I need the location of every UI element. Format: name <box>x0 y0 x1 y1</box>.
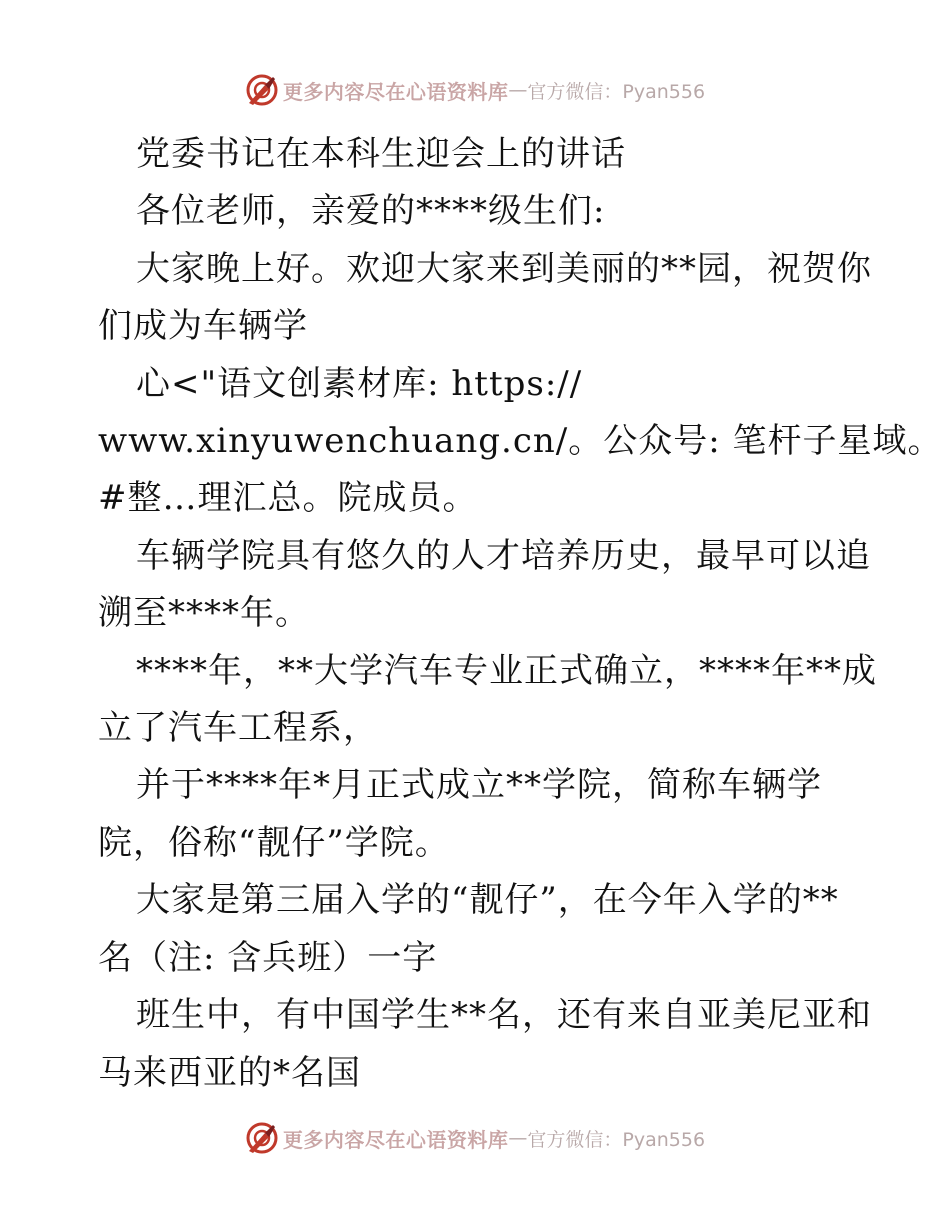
paragraph-line: 大家是第三届入学的“靓仔”，在今年入学的** <box>136 880 839 921</box>
paragraph-line: 溯至****年。 <box>98 593 310 634</box>
paragraph-line: #整…理汇总。院成员。 <box>98 478 478 519</box>
header-watermark-banner <box>0 72 950 108</box>
footer-watermark-banner <box>0 1120 950 1156</box>
paragraph-line: 们成为车辆学 <box>98 306 308 347</box>
document-title: 党委书记在本科生迎会上的讲话 <box>136 134 626 174</box>
paragraph-line: 大家晚上好。欢迎大家来到美丽的**园，祝贺你 <box>136 248 872 289</box>
banner-sub-text: 官方微信：Pyan556 <box>527 80 706 103</box>
paragraph-line: 名（注: 含兵班）一字 <box>98 937 438 978</box>
banner-dash: — <box>508 1127 528 1149</box>
banner-main-text: 更多内容尽在心语资料库 <box>282 79 509 104</box>
paragraph-line: 车辆学院具有悠久的人才培养历史，最早可以追 <box>136 535 871 576</box>
document-body <box>98 126 943 1102</box>
paragraph-line: 班生中，有中国学生**名，还有来自亚美尼亚和 <box>136 995 872 1036</box>
banner-dash: — <box>508 79 528 101</box>
paragraph-line: 并于****年*月正式成立**学院，简称车辆学 <box>136 765 822 806</box>
brand-logo-icon <box>245 1121 279 1155</box>
salutation: 各位老师，亲爱的****级生们: <box>136 191 606 232</box>
paragraph-line: 立了汽车工程系， <box>98 708 378 749</box>
brand-logo-icon <box>245 73 279 107</box>
paragraph-line: 院，俗称“靓仔”学院。 <box>98 822 450 863</box>
banner-main-text: 更多内容尽在心语资料库 <box>282 1127 509 1152</box>
paragraph-line: 马来西亚的*名国 <box>98 1052 361 1093</box>
paragraph-line: www.xinyuwenchuang.cn/。公众号: 笔杆子星域。 <box>98 421 943 462</box>
banner-sub-text: 官方微信：Pyan556 <box>527 1128 706 1151</box>
paragraph-line: 心<"语文创素材库: https:// <box>136 363 583 404</box>
paragraph-line: ****年，**大学汽车专业正式确立，****年**成 <box>136 650 877 691</box>
